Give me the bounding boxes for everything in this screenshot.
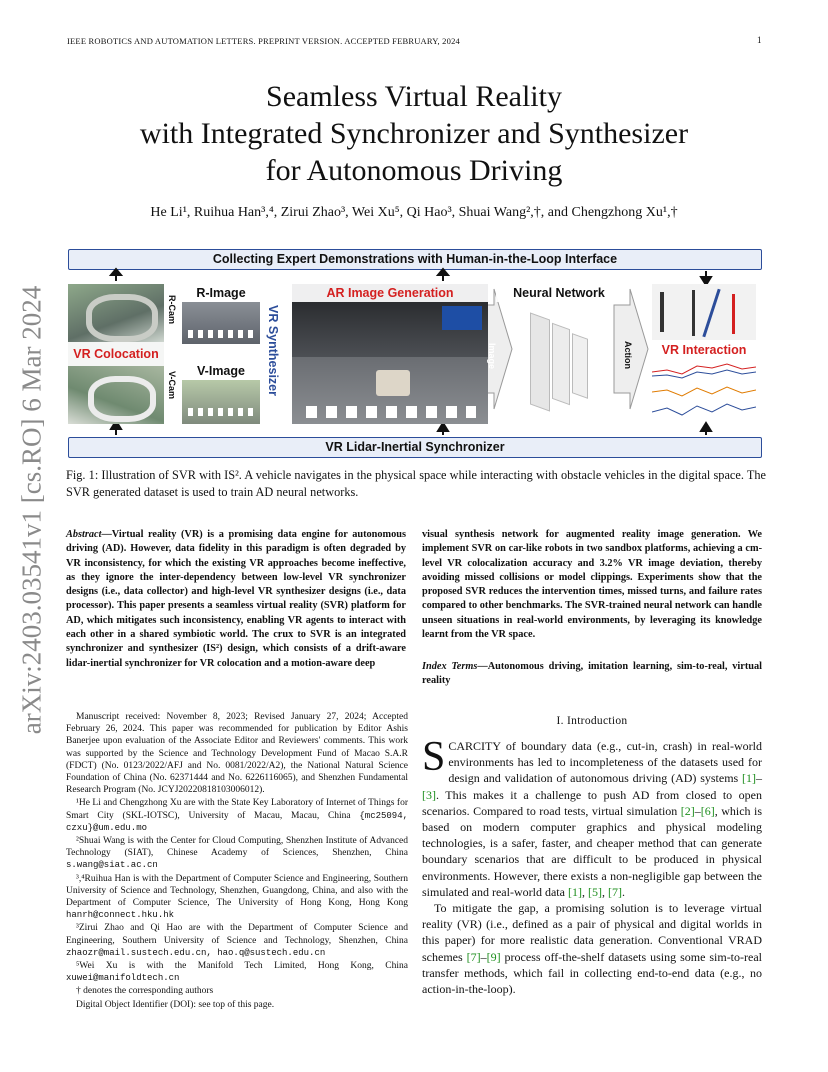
page-number: 1 (757, 35, 762, 45)
neural-network-panel (496, 284, 622, 424)
abstract-right: visual synthesis network for augmented reality image generation. We implement SVR on car-like robots in two sandbox platforms, achieving a cm-level VR colocalization accuracy and 3.2% VR image deviation, thereby avoiding missed collisions or model clippings. Experiments show that the proposed SVR reduces the intervention times, missed turns, and failure rates compared to other benchmarks. The SVR-trained neural network can handle unseen situations in real-world environments, by leveraging its knowledge learnt from the VR space. (422, 529, 762, 641)
r-image-label: R-Image (182, 284, 260, 302)
vr-synthesizer-label: VR Synthesizer (266, 305, 280, 397)
rv-image-panel (182, 284, 260, 424)
citation-link[interactable]: [7] (607, 884, 622, 899)
citation-link[interactable]: [9] (486, 949, 501, 964)
footnote-3-email: zhaozr@mail.sustech.edu.cn, hao.q@sustech.edu.cn (66, 947, 326, 958)
citation-link[interactable]: [1] (567, 884, 582, 899)
arxiv-identifier: arXiv:2403.03541v1 [cs.RO] 6 Mar 2024 (16, 285, 47, 735)
v-image-label: V-Image (182, 362, 260, 380)
footnote-5-email: xuwei@manifoldtech.cn (66, 973, 180, 984)
vr-colocation-label: VR Colocation (68, 342, 164, 366)
drop-cap: S (422, 734, 446, 780)
image-arrow-label: Image (487, 343, 497, 370)
ar-image-panel (292, 284, 488, 424)
figure-1 (66, 247, 762, 459)
footnote-5: ⁵Wei Xu is with the Manifold Tech Limited, Hong Kong, China xuwei@manifoldtech.cn (66, 961, 408, 984)
v-cam-label: V-Cam (167, 371, 177, 400)
footnote-34: ³,⁴Ruihua Han is with the Department of Computer Science and Engineering, Southern University of Science and Technology, Shenzhen, Guangdong, China, and also with the Department of Computer Science, The University of Hong Kong, Hong Kong hanrh@connect.hku.hk (66, 873, 408, 921)
author-list: He Li¹, Ruihua Han³,⁴, Zirui Zhao³, Wei Xu⁵, Qi Hao³, Shuai Wang²,†, and Chengzhong Xu¹,† (150, 205, 678, 220)
vr-interaction-panel (652, 284, 756, 424)
citation-link[interactable]: [6] (700, 803, 715, 818)
abstract-text-left: —Virtual reality (VR) is a promising data engine for autonomous driving (AD). However, data fidelity in this paradigm is often degraded by VR inconsistency, for which the existing VR approaches become ineffective, as they ignore the inter-dependency between low-level VR synchronizer designs (i.e., data collector) and high-level VR synthesizer designs (i.e., data processor). This paper presents a seamless virtual reality (SVR) platform for AD, which mitigates such inconsistency, enabling VR agents to interact with each other in a shared symbiotic world. The crux to SVR is an integrated synchronizer and synthesizer (IS²) design, which consists of a drift-aware lidar-inertial synchronizer for VR colocation and a motion-aware deep (66, 529, 406, 669)
action-arrow-label: Action (623, 341, 633, 369)
index-terms-text: —Autonomous driving, imitation learning, sim-to-real, virtual reality (422, 661, 762, 687)
footnote-1: ¹He Li and Chengzhong Xu are with the State Key Laboratory of Internet of Things for Smart City (SKL-IOTSC), University of Macau, Macau, China {mc25094, czxu}@um.edu.mo (66, 798, 408, 833)
footnote-1-email: {mc25094, czxu}@um.edu.mo (66, 810, 408, 833)
manuscript-note: Manuscript received: November 8, 2023; Revised January 27, 2024; Accepted February 26, 2024. This paper was recommended for publication by Editor Ashis Banerjee upon evaluation of the Associate Editor and Reviewers' comments. This work was supported by the Science and Technology Development Fund of Macao S.A.R (FDCT) (No. 0123/2022/AFJ and No. 0081/2022/A2), the National Natural Science Foundation of China (No. 62371444 and No. 6226116065), and Shenzhen Fundamental Research Program (No. JCYJ20220818103006012). (66, 712, 408, 796)
title-line-2: with Integrated Synchronizer and Synthesizer (139, 117, 689, 150)
ar-image-generation-label: AR Image Generation (292, 284, 488, 302)
index-terms (422, 660, 762, 689)
citation-link[interactable]: [5] (587, 884, 602, 899)
intro-paragraph-2: To mitigate the gap, a promising solution is to leverage virtual reality (VR) (i.e., defined as a pair of physical and digital worlds in this paper) for more realistic data generation. Conventional VRAD schemes [7]–[9] process off-the-shelf datasets using some sim-to-real transfer methods, which fail in collecting end-to-end data (e.g., no action-in-the-loop). (422, 901, 762, 997)
doi-note: Digital Object Identifier (DOI): see top of this page. (76, 999, 275, 1010)
corresponding-note: † denotes the corresponding authors (76, 986, 214, 997)
index-terms-lead: Index Terms (422, 661, 478, 672)
arxiv-side-stamp (4, 280, 60, 740)
top-bar-label: Collecting Expert Demonstrations with Human-in-the-Loop Interface (68, 249, 762, 270)
abstract-lead: Abstract (66, 529, 102, 540)
interaction-plots (652, 360, 756, 424)
running-header: IEEE ROBOTICS AND AUTOMATION LETTERS. PREPRINT VERSION. ACCEPTED FEBRUARY, 2024 (67, 36, 460, 46)
footnote-34-email: hanrh@connect.hku.hk (66, 910, 175, 921)
footnote-2: ²Shuai Wang is with the Center for Cloud Computing, Shenzhen Institute of Advanced Technology (SIAT), Chinese Academy of Sciences, Shenzhen, China s.wang@siat.ac.cn (66, 836, 408, 871)
abstract-left (66, 528, 406, 671)
citation-link[interactable]: [1] (742, 771, 756, 786)
introduction-text (422, 734, 762, 997)
figure-caption: Fig. 1: Illustration of SVR with IS². A vehicle navigates in the physical space while interacting with obstacle vehicles in the digital space. The SVR generated dataset is used to train AD neural networks. (66, 468, 766, 499)
r-cam-label: R-Cam (167, 295, 177, 325)
section-title: I. Introduction (556, 715, 628, 727)
citation-link[interactable]: [7] (466, 949, 481, 964)
citation-link[interactable]: [2] (680, 803, 695, 818)
footnote-2-email: s.wang@siat.ac.cn (66, 860, 158, 871)
citation-link[interactable]: [3] (422, 787, 436, 802)
footnotes (66, 711, 408, 1012)
neural-network-label: Neural Network (496, 284, 622, 302)
vr-interaction-label: VR Interaction (652, 340, 756, 360)
title-line-3: for Autonomous Driving (265, 154, 563, 187)
bottom-bar-label: VR Lidar-Inertial Synchronizer (68, 437, 762, 458)
intro-paragraph-1: SCARCITY of boundary data (e.g., cut-in, crash) in real-world environments has led to incompleteness of the datasets used for design and validation of autonomous driving (AD) systems [1]–[3]. This makes it a challenge to push AD from closed to open scenarios. Compared to road tests, virtual simulation [2]–[6], which is based on modern computer graphics and physical modeling technologies, is a safer, faster, and cheaper method that can generate boundary scenarios that are difficult to be produced in physical environments. However, there exists a non-negligible gap between the simulated and real-world data [1], [5], [7]. (422, 734, 762, 899)
vr-colocation-panel (68, 284, 164, 424)
footnote-3: ³Zirui Zhao and Qi Hao are with the Department of Computer Science and Engineering, Southern University of Science and Technology, Shenzhen, China zhaozr@mail.sustech.edu.cn, hao.q@sustech.edu.cn (66, 923, 408, 958)
title-line-1: Seamless Virtual Reality (266, 80, 562, 113)
paper-title (0, 78, 828, 189)
